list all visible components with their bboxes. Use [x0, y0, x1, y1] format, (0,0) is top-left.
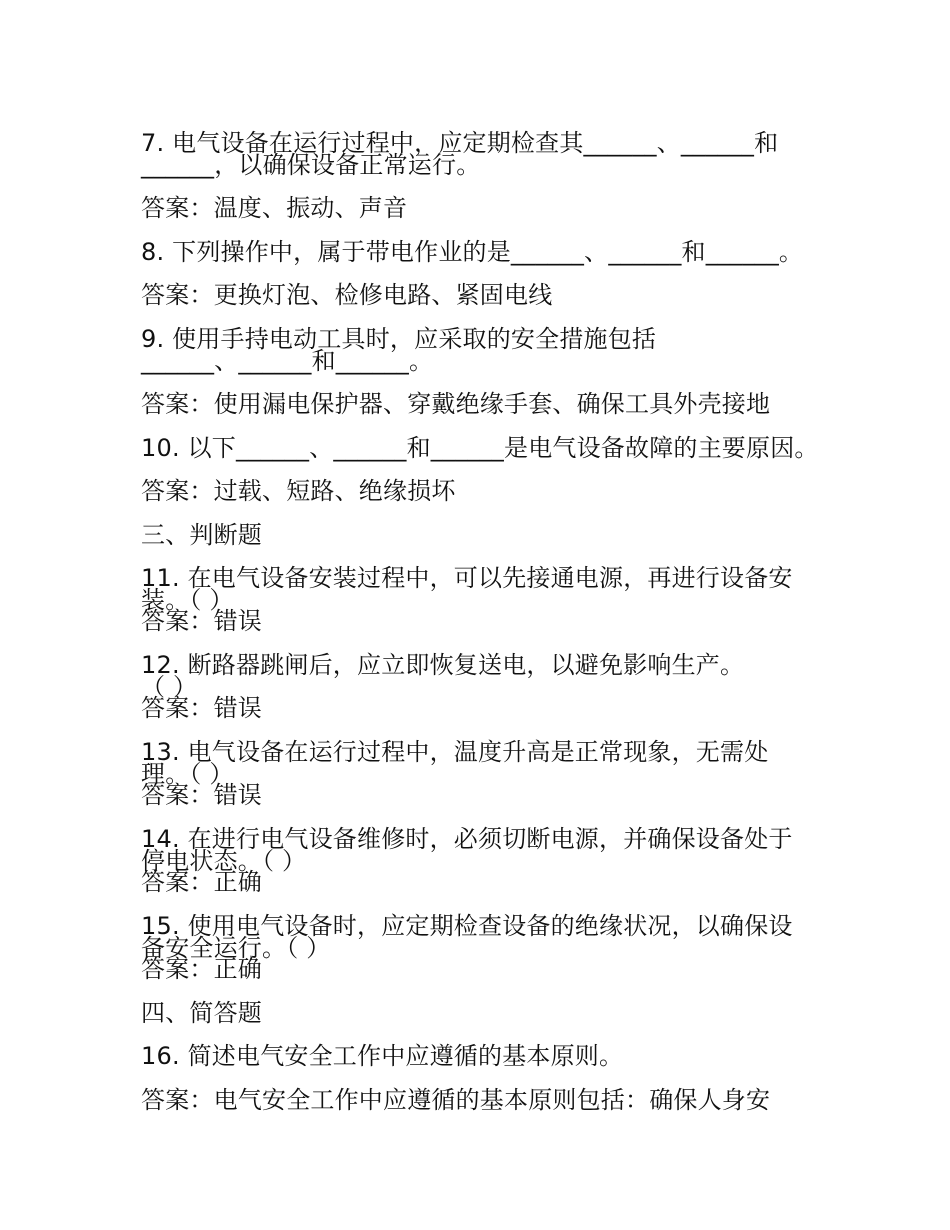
question-7-line-2: ______，以确保设备正常运行。	[141, 151, 481, 179]
answer-14: 答案：正确	[141, 868, 262, 896]
question-14-line-1: 14. 在进行电气设备维修时，必须切断电源，并确保设备处于	[141, 825, 793, 853]
question-16: 16. 简述电气安全工作中应遵循的基本原则。	[141, 1042, 624, 1070]
answer-13: 答案：错误	[141, 781, 262, 809]
question-13-line-1: 13. 电气设备在运行过程中，温度升高是正常现象，无需处	[141, 738, 769, 766]
question-7-line-1: 7. 电气设备在运行过程中，应定期检查其______、______和	[141, 129, 779, 157]
answer-8: 答案：更换灯泡、检修电路、紧固电线	[141, 281, 553, 309]
section-heading-short-answer: 四、简答题	[141, 999, 262, 1027]
answer-11: 答案：错误	[141, 607, 262, 635]
question-12-line-1: 12. 断路器跳闸后，应立即恢复送电，以避免影响生产。	[141, 651, 745, 679]
question-12-line-2: （ ）	[141, 673, 198, 701]
question-10: 10. 以下______、______和______是电气设备故障的主要原因。	[141, 434, 819, 462]
answer-10: 答案：过载、短路、绝缘损坏	[141, 477, 456, 505]
question-15-line-1: 15. 使用电气设备时，应定期检查设备的绝缘状况，以确保设	[141, 912, 793, 940]
question-11-line-2: 装。（ ）	[141, 586, 234, 614]
answer-7: 答案：温度、振动、声音	[141, 194, 408, 222]
answer-15: 答案：正确	[141, 955, 262, 983]
question-8: 8. 下列操作中，属于带电作业的是______、______和______。	[141, 238, 804, 266]
answer-12: 答案：错误	[141, 694, 262, 722]
question-9-line-1: 9. 使用手持电动工具时，应采取的安全措施包括	[141, 325, 657, 353]
question-13-line-2: 理。（ ）	[141, 760, 234, 788]
question-15-line-2: 备安全运行。（ ）	[141, 934, 331, 962]
answer-9: 答案：使用漏电保护器、穿戴绝缘手套、确保工具外壳接地	[141, 390, 771, 418]
section-heading-true-false: 三、判断题	[141, 521, 262, 549]
question-11-line-1: 11. 在电气设备安装过程中，可以先接通电源，再进行设备安	[141, 564, 793, 592]
question-14-line-2: 停电状态。（ ）	[141, 847, 307, 875]
answer-16: 答案：电气安全工作中应遵循的基本原则包括：确保人身安	[141, 1086, 771, 1114]
question-9-line-2: ______、______和______。	[141, 347, 434, 375]
